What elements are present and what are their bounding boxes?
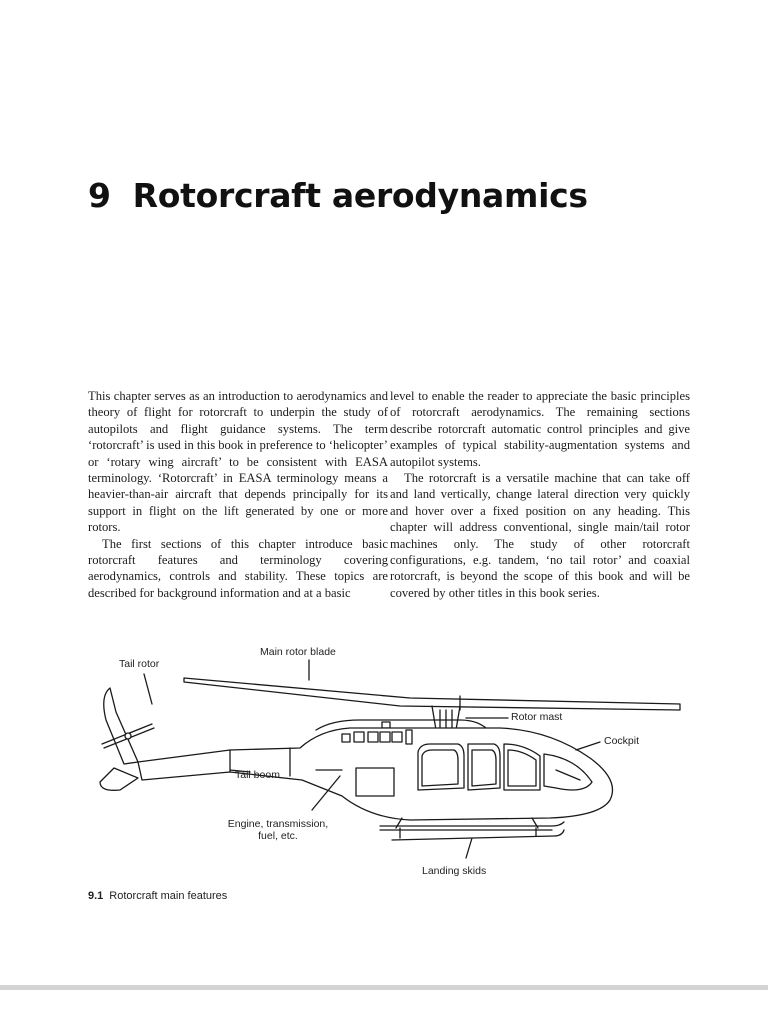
caption-text: Rotorcraft main features (109, 890, 228, 902)
label-tail-rotor: Tail rotor (119, 658, 160, 670)
chapter-heading (88, 176, 588, 215)
body-paragraph: This chapter serves as an introduction to aerodynamics and theory of flight for rotorcraft to underpin the study of autopilots and flight guidance systems. The term ‘rotorcraft’ is used in this book in preference to ‘helicopter’ or ‘rotary wing aircraft’ to be consistent with EASA terminology. ‘Rotorcraft’ in EASA terminology means a heavier-than-air aircraft that depends principally for its support in flight on the lift generated by one or more rotors. (88, 389, 388, 535)
label-engine-line2: fuel, etc. (258, 830, 298, 842)
caption-number: 9.1 (88, 890, 104, 902)
label-engine-line1: Engine, transmission, (227, 818, 329, 830)
label-engine (196, 818, 360, 842)
label-tail-boom: Tail boom (235, 769, 280, 781)
body-column-right (390, 388, 690, 601)
chapter-number: 9 (88, 176, 111, 215)
label-main-rotor-blade: Main rotor blade (260, 646, 336, 658)
figure-caption (88, 890, 227, 902)
body-paragraph: The first sections of this chapter introduce basic rotorcraft features and terminology covering aerodynamics, controls and stability. These topics are described for background information and at a basic (88, 536, 388, 600)
body-column-left (88, 388, 388, 601)
body-paragraph: The rotorcraft is a versatile machine that can take off and land vertically, change lateral direction very quickly and hover over a fixed position on any heading. This chapter will address conventional, single main/tail rotor machines only. The study of other rotorcraft configurations, e.g. tandem, ‘no tail rotor’ and coaxial rotorcraft, is beyond the scope of this book and will be covered by other titles in this book series. (390, 471, 690, 600)
label-cockpit: Cockpit (604, 735, 640, 747)
label-landing-skids: Landing skids (422, 865, 487, 877)
label-rotor-mast: Rotor mast (511, 711, 563, 723)
page-bottom-divider (0, 985, 768, 990)
body-paragraph: level to enable the reader to appreciate the basic principles of rotorcraft aerodynamics. The remaining sections describe rotorcraft automatic control principles and give examples of typical stability-augmentation systems and autopilot systems. (390, 389, 690, 469)
helicopter-figure (80, 640, 700, 880)
helicopter-drawing (80, 640, 700, 880)
chapter-title: Rotorcraft aerodynamics (132, 176, 588, 215)
